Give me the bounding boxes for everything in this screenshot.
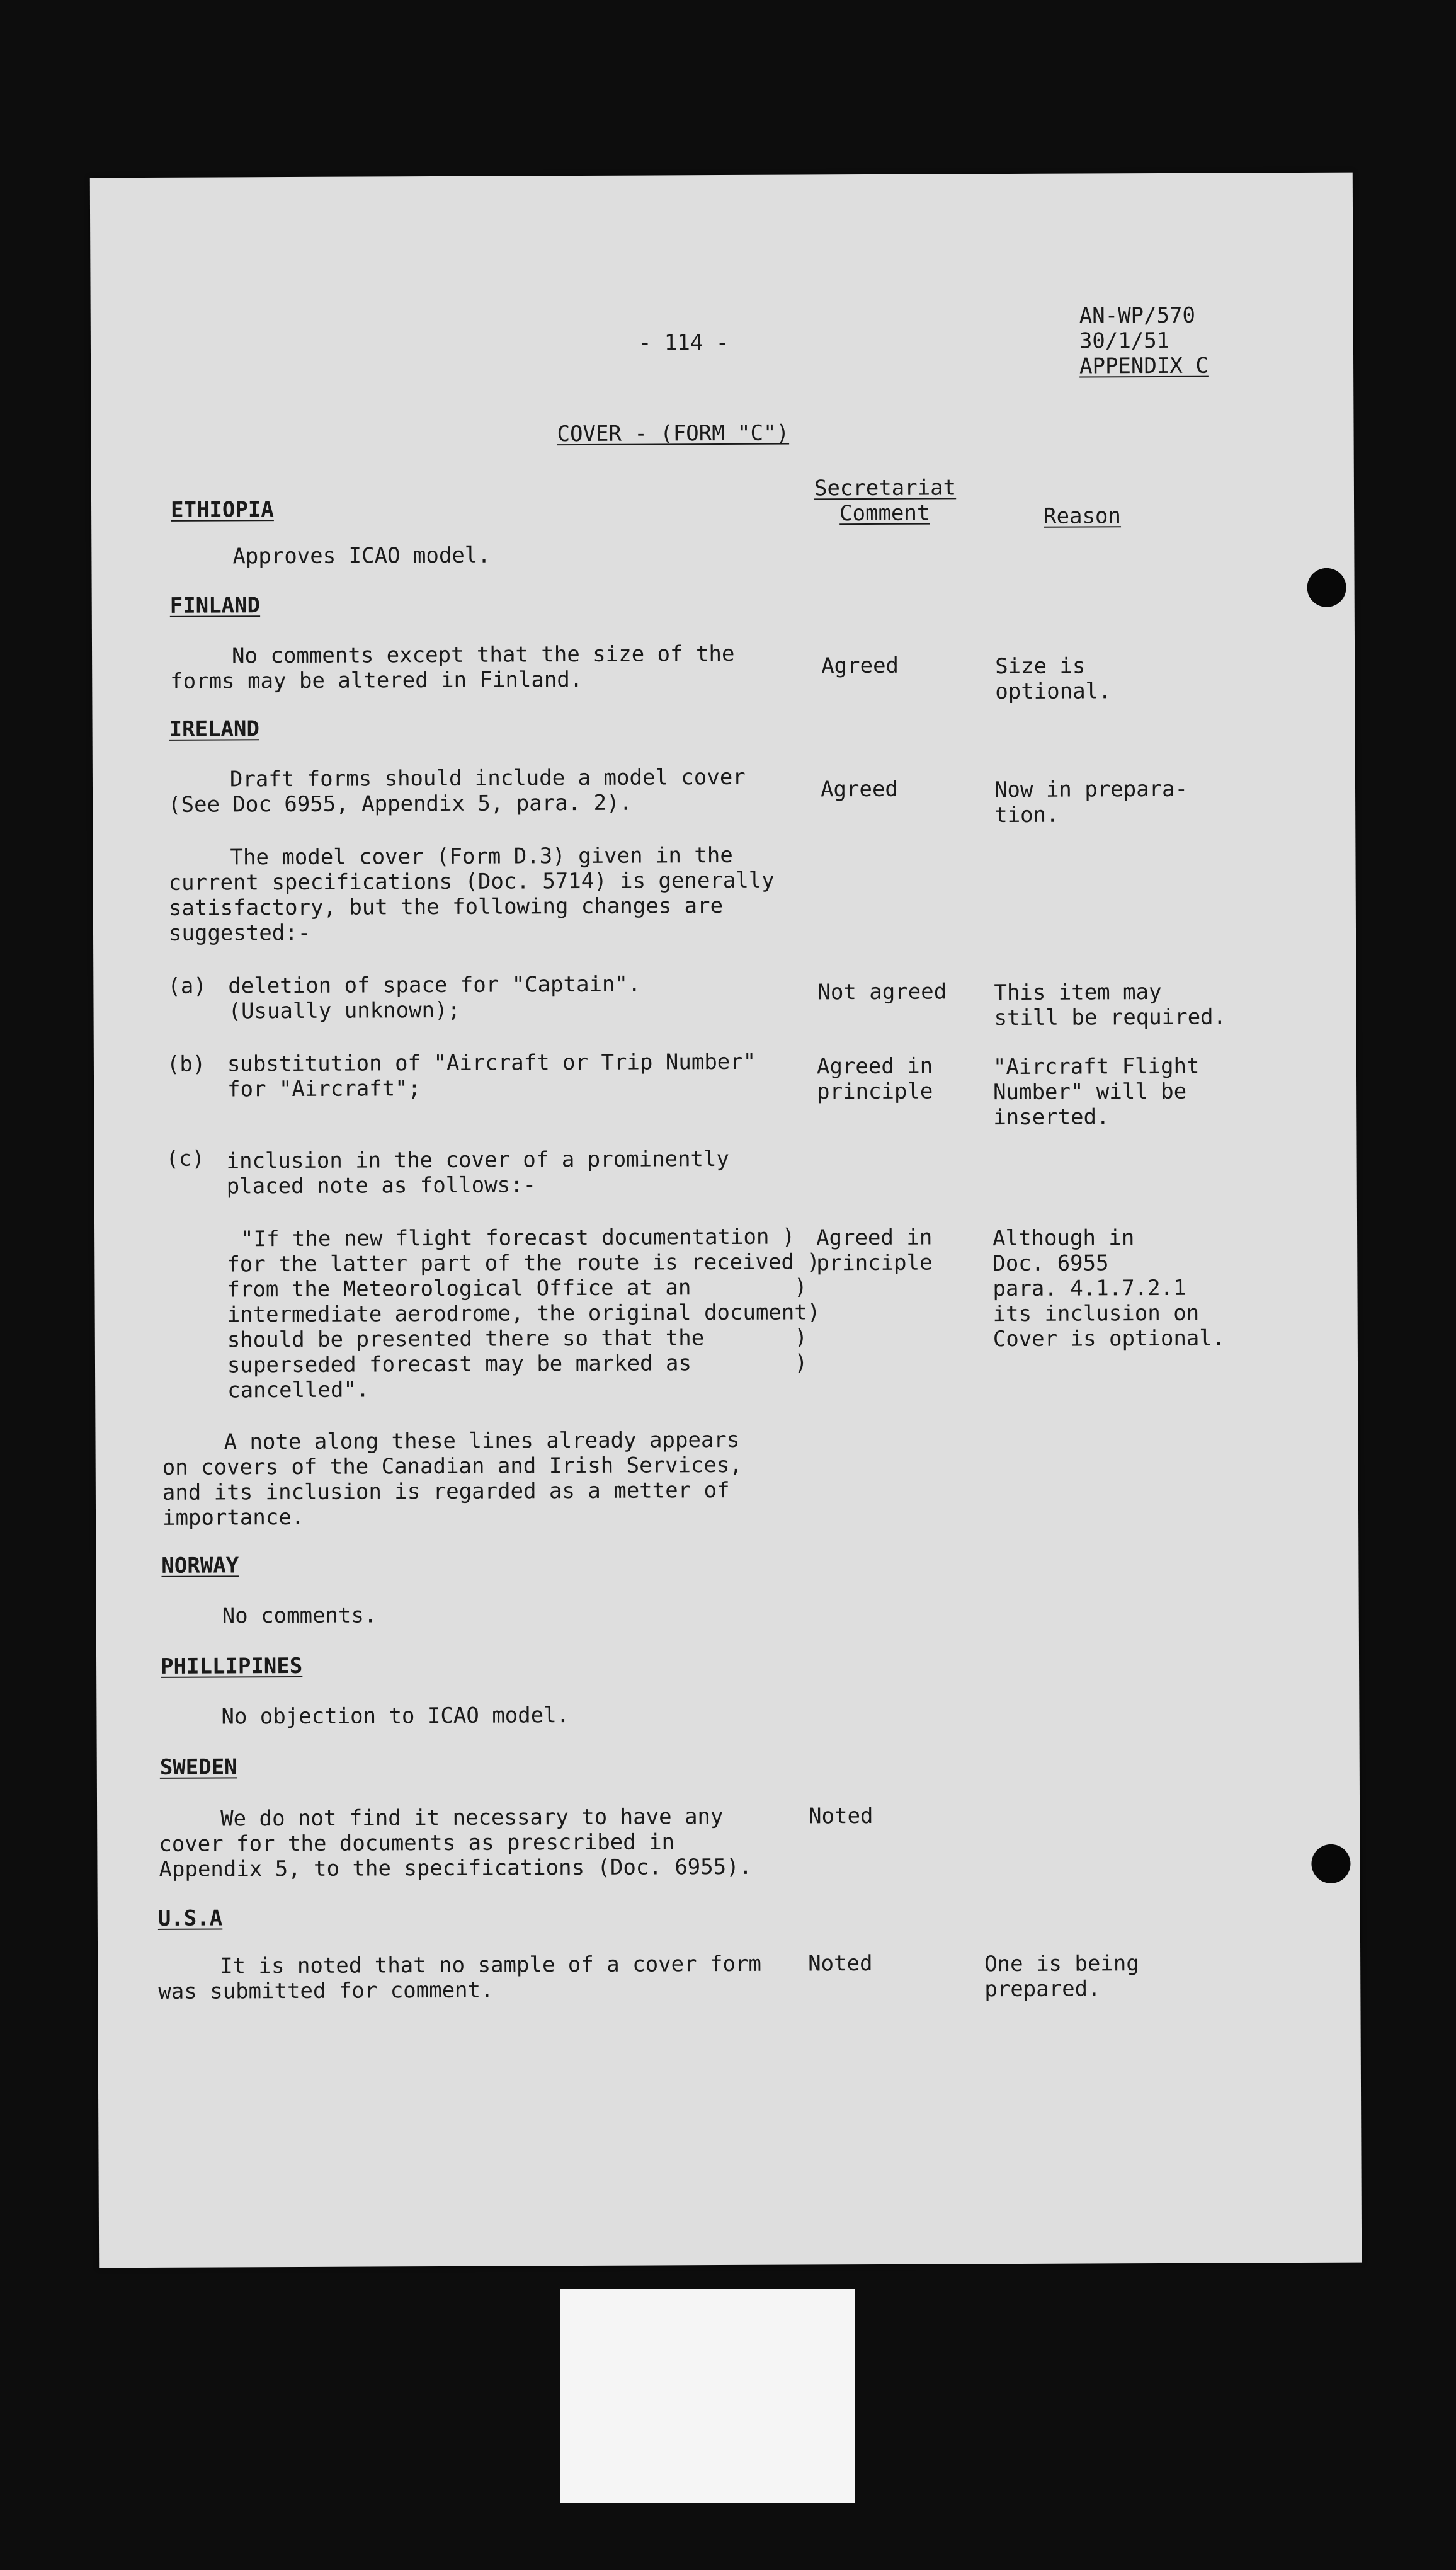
philippines-text: No objection to ICAO model. [221, 1703, 570, 1730]
section-heading-finland: FINLAND [169, 593, 261, 619]
item-b-text-line: substitution of "Aircraft or Trip Number" [227, 1049, 756, 1077]
ireland-p2-line: satisfactory, but the following changes are [168, 893, 724, 921]
quote-reason-line: Doc. 6955 [992, 1250, 1109, 1277]
quote-comment-line: principle [816, 1250, 933, 1276]
section-heading-ethiopia: ETHIOPIA [170, 497, 274, 523]
quote-line: intermediate aerodrome, the original document) [227, 1299, 821, 1328]
item-a-text-line: (Usually unknown); [228, 997, 461, 1024]
item-b-comment-line: principle [817, 1078, 933, 1105]
quote-line: from the Meteorological Office at an ) [227, 1274, 807, 1303]
quote-reason-line: Cover is optional. [992, 1325, 1226, 1352]
document-page [90, 173, 1362, 2268]
ireland-p3-line: A note along these lines already appears [224, 1427, 740, 1455]
item-a-comment: Not agreed [817, 979, 947, 1005]
finland-text-line: No comments except that the size of the [231, 641, 735, 669]
usa-text-line: was submitted for comment. [158, 1977, 494, 2004]
item-b-reason-line: Number" will be [993, 1078, 1187, 1105]
item-a-reason-line: This item may [994, 979, 1162, 1006]
ireland-p1-comment: Agreed [820, 776, 898, 802]
ireland-p3-line: on covers of the Canadian and Irish Services, [162, 1452, 742, 1480]
reference-number: AN-WP/570 [1079, 302, 1196, 329]
item-c-label: (c) [166, 1146, 205, 1172]
norway-text: No comments. [222, 1602, 377, 1629]
reference-date: 30/1/51 [1079, 328, 1170, 354]
quote-reason-line: its inclusion on [992, 1300, 1200, 1327]
ireland-p3-line: importance. [162, 1504, 305, 1531]
item-b-text-line: for "Aircraft"; [227, 1076, 421, 1102]
quote-comment-line: Agreed in [816, 1225, 933, 1251]
section-heading-norway: NORWAY [161, 1553, 239, 1579]
punch-hole [1307, 568, 1346, 607]
finland-reason-line: optional. [995, 678, 1112, 705]
ireland-p1-line: Draft forms should include a model cover [229, 764, 746, 792]
usa-text-line: It is noted that no sample of a cover form [220, 1951, 761, 1979]
item-b-reason-line: "Aircraft Flight [992, 1053, 1200, 1080]
punch-hole [1311, 1844, 1350, 1883]
quote-reason-line: Although in [992, 1225, 1135, 1252]
item-c-text-line: inclusion in the cover of a prominently [226, 1146, 729, 1174]
ireland-p1-reason-line: Now in prepara- [994, 776, 1188, 803]
quote-line: "If the new flight forecast documentation ) [241, 1224, 795, 1252]
section-heading-usa: U.S.A [157, 1905, 223, 1931]
appendix-label: APPENDIX C [1079, 353, 1209, 379]
quote-line: superseded forecast may be marked as ) [227, 1350, 808, 1378]
section-heading-philippines: PHILLIPINES [160, 1653, 303, 1679]
quote-reason-line: para. 4.1.7.2.1 [992, 1275, 1186, 1302]
item-a-label: (a) [168, 973, 207, 999]
item-b-reason-line: inserted. [993, 1104, 1110, 1131]
comment-column-heading-line2: Comment [839, 500, 930, 527]
sweden-text-line: cover for the documents as prescribed in [159, 1829, 675, 1857]
usa-reason-line: One is being [984, 1951, 1139, 1977]
sweden-text-line: Appendix 5, to the specifications (Doc. 6955). [159, 1854, 753, 1882]
ireland-p2-line: The model cover (Form D.3) given in the [230, 842, 733, 871]
page-number: - 114 - [638, 329, 729, 356]
item-b-comment-line: Agreed in [816, 1053, 933, 1080]
sweden-comment: Noted [809, 1803, 873, 1829]
usa-comment: Noted [808, 1950, 873, 1977]
item-c-text-line: placed note as follows:- [226, 1172, 537, 1199]
item-a-reason-line: still be required. [994, 1004, 1227, 1031]
finland-comment: Agreed [821, 653, 899, 679]
item-b-label: (b) [166, 1051, 206, 1077]
quote-line: cancelled". [227, 1377, 370, 1403]
ireland-p1-reason-line: tion. [994, 802, 1059, 828]
reason-column-heading: Reason [1044, 503, 1122, 529]
quote-line: should be presented there so that the ) [227, 1325, 808, 1353]
document-title: COVER - (FORM "C") [557, 420, 790, 447]
ireland-p2-line: current specifications (Doc. 5714) is generally [168, 867, 775, 896]
usa-reason-line: prepared. [984, 1976, 1101, 2002]
comment-column-heading-line1: Secretariat [814, 475, 957, 501]
sweden-text-line: We do not find it necessary to have any [220, 1804, 724, 1832]
finland-text-line: forms may be altered in Finland. [170, 666, 583, 694]
section-heading-sweden: SWEDEN [159, 1754, 237, 1780]
ireland-p1-line: (See Doc 6955, Appendix 5, para. 2). [168, 790, 633, 818]
section-heading-ireland: IRELAND [169, 716, 259, 742]
white-label-card [560, 2289, 855, 2503]
quote-line: for the latter part of the route is received ) [227, 1249, 820, 1277]
ireland-p3-line: and its inclusion is regarded as a metter of [162, 1477, 730, 1505]
ethiopia-text: Approves ICAO model. [232, 542, 491, 569]
ireland-p2-line: suggested:- [168, 920, 311, 946]
item-a-text-line: deletion of space for "Captain". [228, 971, 641, 999]
finland-reason-line: Size is [995, 653, 1086, 680]
